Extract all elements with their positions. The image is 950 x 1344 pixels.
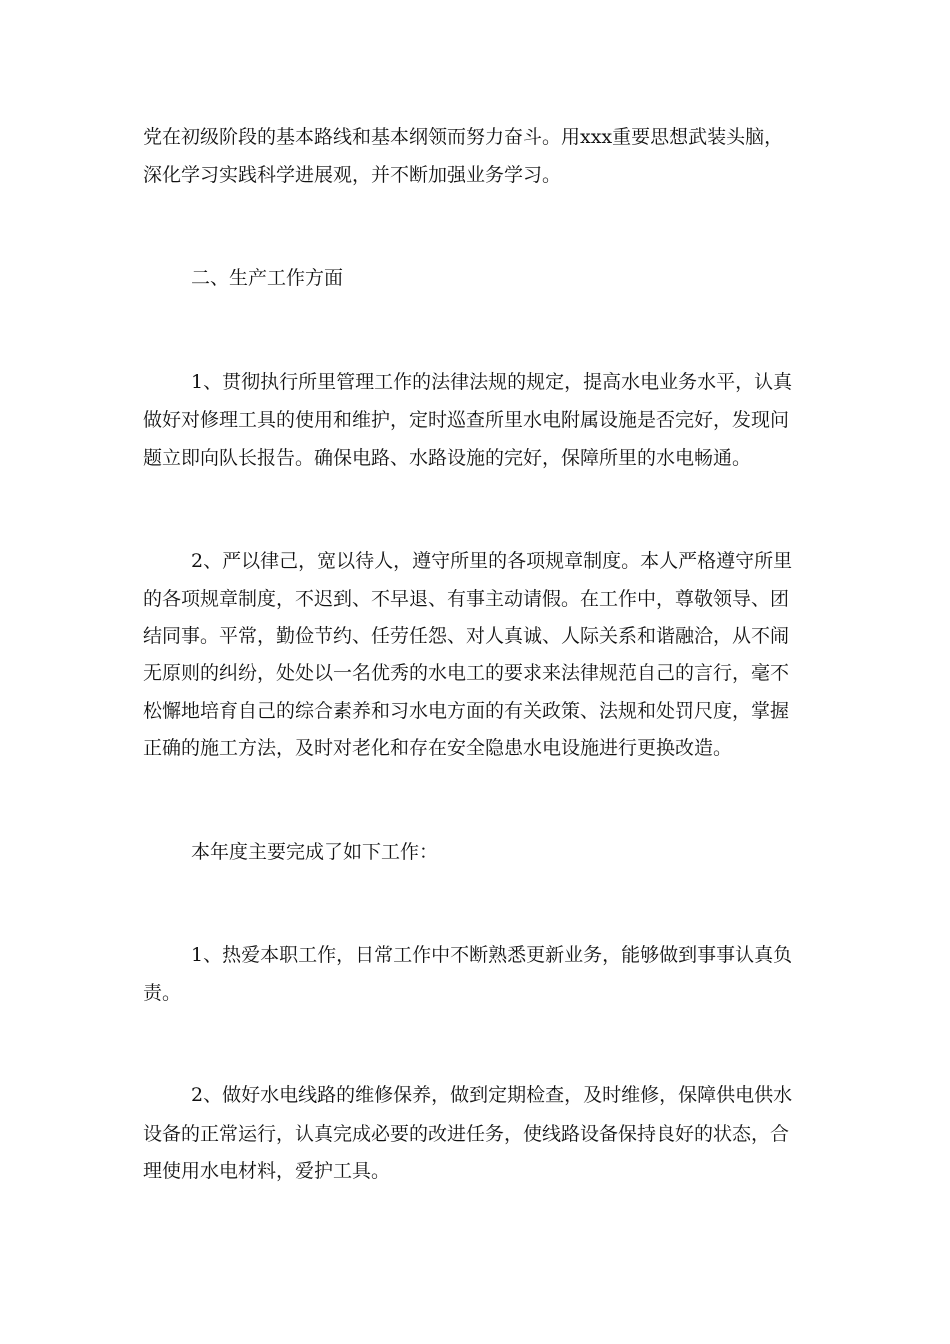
body-line: 题立即向队长报告。确保电路、水路设施的完好，保障所里的水电畅通。 (143, 447, 752, 469)
body-line: 本年度主要完成了如下工作： (191, 841, 439, 863)
body-line: 正确的施工方法，及时对老化和存在安全隐患水电设施进行更换改造。 (143, 737, 733, 759)
body-line: 1、热爱本职工作，日常工作中不断熟悉更新业务，能够做到事事认真负 (191, 944, 793, 966)
body-line: 2、做好水电线路的维修保养，做到定期检查，及时维修，保障供电供水 (191, 1084, 793, 1106)
body-line: 党在初级阶段的基本路线和基本纲领而努力奋斗。用xxx重要思想武装头脑， (143, 126, 784, 148)
body-line: 结同事。平常，勤俭节约、任劳任怨、对人真诚、人际关系和谐融洽，从不闹 (143, 625, 790, 647)
body-line: 深化学习实践科学进展观，并不断加强业务学习。 (143, 164, 562, 186)
body-line: 松懈地培育自己的综合素养和习水电方面的有关政策、法规和处罚尺度，掌握 (143, 700, 790, 722)
section-heading: 二、生产工作方面 (191, 267, 344, 289)
body-line: 做好对修理工具的使用和维护，定时巡查所里水电附属设施是否完好，发现问 (143, 409, 790, 431)
body-line: 设备的正常运行，认真完成必要的改进任务，使线路设备保持良好的状态，合 (143, 1123, 790, 1145)
body-line: 的各项规章制度，不迟到、不早退、有事主动请假。在工作中，尊敬领导、团 (143, 588, 790, 610)
body-line: 理使用水电材料，爱护工具。 (143, 1160, 391, 1182)
body-line: 责。 (143, 982, 182, 1004)
body-line: 2、严以律己，宽以待人，遵守所里的各项规章制度。本人严格遵守所里 (191, 550, 793, 572)
body-line: 1、贯彻执行所里管理工作的法律法规的规定，提高水电业务水平，认真 (191, 371, 793, 393)
body-line: 无原则的纠纷，处处以一名优秀的水电工的要求来法律规范自己的言行，毫不 (143, 662, 790, 684)
